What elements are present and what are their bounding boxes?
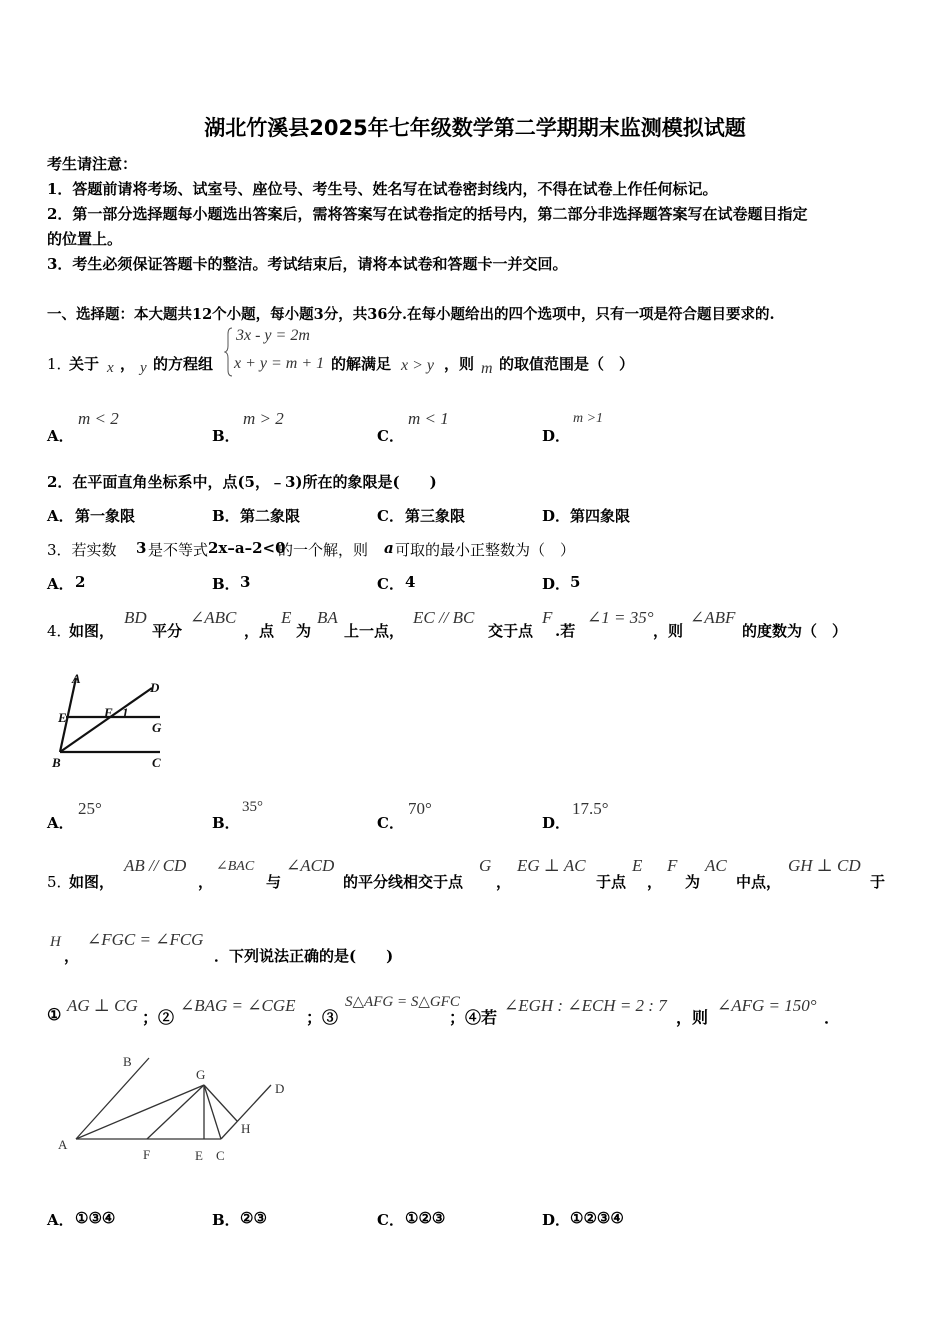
q5-statement: ；④若: [449, 1008, 498, 1027]
q3-var-a: a: [384, 539, 394, 557]
q3-option-a-label[interactable]: A．: [47, 575, 74, 593]
q4-option-a-label[interactable]: A．: [47, 814, 74, 832]
q5-statement: ；③: [306, 1008, 339, 1027]
q3-option-b-value[interactable]: 3: [240, 573, 251, 591]
q4-text: 如图，: [69, 622, 115, 640]
notice-item: 3．考生必须保证答题卡的整洁。考试结束后，请将本试卷和答题卡一并交回。: [47, 255, 568, 273]
q4-point-f: F: [542, 608, 553, 627]
q5-statement: ；②: [142, 1008, 175, 1027]
q5-option-d-label[interactable]: D．: [542, 1211, 571, 1229]
q5-label-c: C: [216, 1148, 225, 1163]
q5-text: 如图，: [69, 873, 115, 891]
q5-label-h: H: [241, 1121, 251, 1136]
q4-label-e: E: [58, 710, 67, 725]
q4-bd: BD: [124, 608, 147, 627]
q4-label-a: A: [72, 671, 81, 686]
q5-text: 为: [685, 873, 701, 891]
q1-text: 的方程组: [153, 355, 214, 373]
q5-angle-acd: ∠ACD: [286, 856, 335, 875]
q3-text: 是不等式: [148, 541, 209, 559]
q4-angle-abf: ∠ABF: [690, 608, 736, 627]
q2-text: 2．在平面直角坐标系中，点(5，﹣3)所在的象限是( ): [47, 473, 437, 491]
q5-eg-perp-ac: EG ⊥ AC: [517, 856, 586, 875]
q5-text: 与: [266, 873, 282, 891]
q5-ag-perp-cg: AG ⊥ CG: [67, 996, 138, 1015]
q1-comma: ，: [120, 355, 136, 373]
q4-option-c-label[interactable]: C．: [377, 814, 404, 832]
q2-option-c-value[interactable]: 第三象限: [405, 507, 466, 525]
notice-item: 1．答题前请将考场、试室号、座位号、考生号、姓名写在试卷密封线内，不得在试卷上作任何标记。: [47, 180, 718, 198]
q1-option-c-label[interactable]: C．: [377, 427, 404, 445]
q1-text: 关于: [69, 355, 100, 373]
q4-number: 4．: [47, 622, 72, 640]
q1-var-y: y: [140, 360, 147, 376]
q4-text: 平分: [152, 622, 183, 640]
q1-option-d-value[interactable]: m >1: [573, 411, 604, 426]
q1-option-a-value[interactable]: m < 2: [78, 409, 119, 428]
q1-number: 1．: [47, 355, 72, 373]
page-title: 湖北竹溪县2025年七年级数学第二学期期末监测模拟试题: [204, 116, 746, 140]
q4-text: 的度数为（ ）: [742, 622, 848, 640]
q1-text: 的取值范围是（ ）: [499, 355, 635, 373]
q5-option-b-label[interactable]: B．: [212, 1211, 240, 1229]
q4-text: ，则: [653, 622, 684, 640]
q4-text: ，点: [244, 622, 275, 640]
q3-option-a-value[interactable]: 2: [75, 573, 86, 591]
q5-angle-fgc-fcg: ∠FGC = ∠FCG: [87, 930, 204, 949]
q5-point-f: F: [667, 856, 678, 875]
q3-text: 的一个解，则: [278, 541, 369, 559]
q1-option-b-label[interactable]: B．: [212, 427, 240, 445]
q3-number-3: 3: [136, 539, 147, 557]
q4-text: 交于点: [488, 622, 534, 640]
q3-option-c-label[interactable]: C．: [377, 575, 404, 593]
notice-heading: 考生请注意：: [47, 155, 138, 173]
q5-label-d: D: [275, 1081, 285, 1096]
q4-label-1: 1: [122, 705, 129, 720]
notice-item: 2．第一部分选择题每小题选出答案后，需将答案写在试卷指定的括号内，第二部分非选择题答案写在试卷题目指定: [47, 205, 808, 223]
q4-label-g: G: [152, 720, 162, 735]
q5-line-gc: [204, 1085, 221, 1139]
q4-ba: BA: [317, 608, 338, 627]
q4-label-c: C: [152, 755, 161, 770]
q5-angle-afg: ∠AFG = 150°: [717, 996, 817, 1015]
q5-option-c-value[interactable]: ①②③: [405, 1209, 446, 1227]
q5-comma: ，: [64, 947, 80, 965]
q5-statement: ．: [824, 1008, 841, 1027]
q4-angle-abc: ∠ABC: [190, 608, 237, 627]
q4-point-e: E: [281, 608, 292, 627]
q5-text: 于点: [596, 873, 627, 891]
q3-option-d-value[interactable]: 5: [570, 573, 581, 591]
q4-label-d: D: [150, 680, 160, 695]
q5-comma: ，: [647, 873, 663, 891]
q5-line-gh: [204, 1085, 237, 1121]
q4-angle-1: ∠1 = 35°: [587, 608, 654, 627]
q3-text: 可取的最小正整数为（ ）: [395, 541, 576, 559]
q4-text: .若: [555, 622, 576, 640]
q1-option-b-value[interactable]: m > 2: [243, 409, 284, 428]
q2-option-c-label[interactable]: C．: [377, 507, 404, 525]
q4-option-c-value[interactable]: 70°: [408, 799, 432, 818]
q5-angle-ratio: ∠EGH : ∠ECH = 2 : 7: [504, 996, 667, 1015]
q1-option-c-value[interactable]: m < 1: [408, 409, 449, 428]
q2-option-d-value[interactable]: 第四象限: [570, 507, 631, 525]
q5-text: 的平分线相交于点: [343, 873, 464, 891]
q1-brace-icon: [224, 326, 234, 378]
q1-equation-2: x + y = m + 1: [234, 355, 325, 372]
q2-option-b-label[interactable]: B．: [212, 507, 240, 525]
q3-option-d-label[interactable]: D．: [542, 575, 571, 593]
q3-text: 3．若实数: [47, 541, 117, 559]
q1-var-x: x: [107, 360, 114, 376]
q5-text: ．下列说法正确的是( ): [214, 947, 394, 965]
q1-condition: x > y: [401, 357, 434, 374]
q5-option-d-value[interactable]: ①②③④: [570, 1209, 624, 1227]
q5-text: 中点，: [736, 873, 782, 891]
q5-figure: [50, 1048, 300, 1168]
q4-text: 为: [296, 622, 312, 640]
q4-option-b-value[interactable]: 35°: [242, 799, 263, 815]
q3-option-c-value[interactable]: 4: [405, 573, 416, 591]
q5-option-b-value[interactable]: ②③: [240, 1209, 267, 1227]
q2-option-a-value[interactable]: 第一象限: [75, 507, 136, 525]
q5-comma: ，: [198, 873, 214, 891]
q5-label-b: B: [123, 1054, 132, 1069]
q5-line-ag: [76, 1085, 204, 1139]
q5-label-g: G: [196, 1067, 206, 1082]
q1-option-d-label[interactable]: D．: [542, 427, 571, 445]
q5-option-a-value[interactable]: ①③④: [75, 1209, 116, 1227]
q2-option-a-label[interactable]: A．: [47, 507, 74, 525]
q5-label-f: F: [143, 1147, 151, 1162]
q4-label-f: F: [104, 705, 113, 720]
q5-point-g: G: [479, 856, 492, 875]
section-heading: 一、选择题：本大题共12个小题，每小题3分，共36分.在每小题给出的四个选项中，只有一项是符合题目要求的.: [47, 306, 775, 323]
q5-angle-bac: ∠BAC: [216, 859, 255, 874]
q5-statement: ，则: [676, 1008, 709, 1027]
q4-figure: [48, 670, 178, 775]
q5-option-a-label[interactable]: A．: [47, 1211, 74, 1229]
q5-comma: ，: [496, 873, 512, 891]
q4-option-a-value[interactable]: 25°: [78, 799, 102, 818]
q5-line-fg: [147, 1085, 204, 1139]
q5-option-c-label[interactable]: C．: [377, 1211, 404, 1229]
q5-gh-perp-cd: GH ⊥ CD: [788, 856, 861, 875]
q5-number: 5．: [47, 873, 72, 891]
q5-ac: AC: [705, 856, 727, 875]
q4-line-bd: [60, 688, 152, 752]
q4-text: 上一点，: [344, 622, 405, 640]
q4-option-d-value[interactable]: 17.5°: [572, 799, 609, 818]
q5-label-e: E: [195, 1148, 203, 1163]
q1-var-m: m: [481, 360, 493, 377]
q5-line-ab: [76, 1058, 149, 1139]
q5-angle-bag-cge: ∠BAG = ∠CGE: [180, 996, 296, 1015]
q2-option-d-label[interactable]: D．: [542, 507, 571, 525]
q4-option-b-label[interactable]: B．: [212, 814, 240, 832]
q5-text: 于: [870, 873, 886, 891]
q4-label-b: B: [52, 755, 61, 770]
q5-point-h: H: [50, 934, 61, 950]
q1-text: 的解满足: [331, 355, 392, 373]
q4-ec-parallel-bc: EC // BC: [413, 608, 475, 627]
q1-option-a-label[interactable]: A．: [47, 427, 74, 445]
notice-item: 的位置上。: [47, 230, 123, 248]
q5-point-e: E: [632, 856, 643, 875]
q2-option-b-value[interactable]: 第二象限: [240, 507, 301, 525]
q5-ab-parallel-cd: AB // CD: [124, 856, 187, 875]
q5-statement: ①: [47, 1005, 62, 1024]
q1-text: ，则: [444, 355, 475, 373]
q4-option-d-label[interactable]: D．: [542, 814, 571, 832]
q1-equation-1: 3x - y = 2m: [236, 327, 310, 344]
q5-label-a: A: [58, 1137, 68, 1152]
q5-area-equality: S△AFG = S△GFC: [345, 994, 460, 1010]
q3-inequality: 2x–a–2<0: [208, 539, 286, 557]
q3-option-b-label[interactable]: B．: [212, 575, 240, 593]
